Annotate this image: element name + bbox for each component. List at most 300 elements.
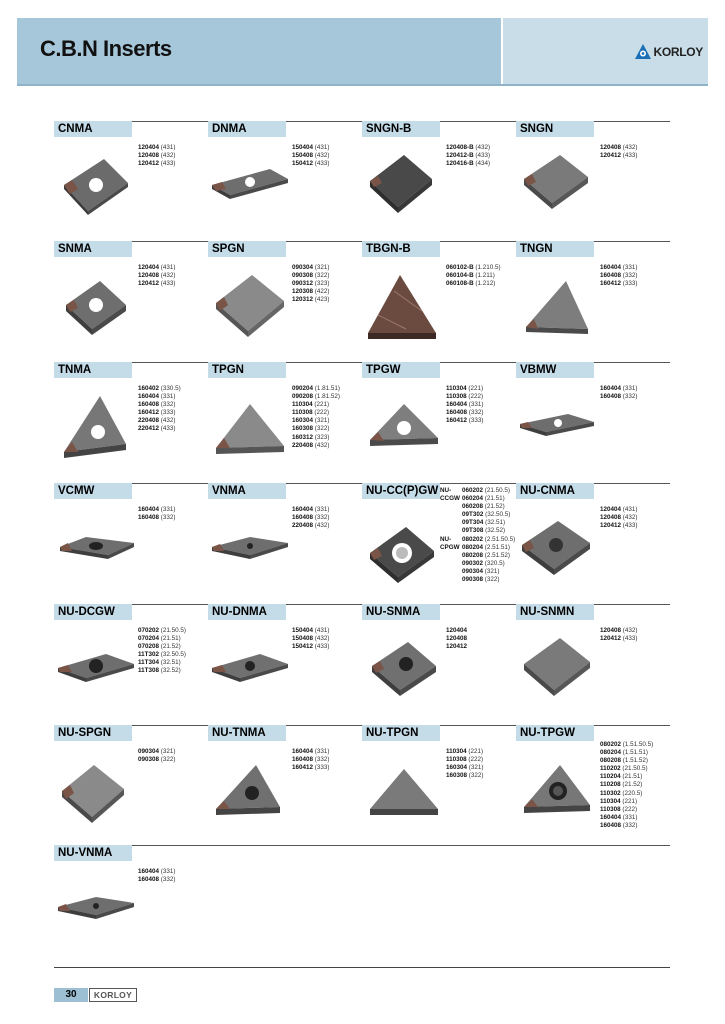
- nose-radius: (21.50.5): [620, 765, 648, 773]
- insert-code-line: [446, 627, 467, 635]
- insert-code-line: [292, 635, 329, 643]
- insert-type-label: VCMW: [54, 483, 132, 499]
- nose-radius: (432): [313, 152, 330, 160]
- insert-code: 110204: [600, 773, 621, 781]
- insert-code-line: [600, 806, 653, 814]
- brand-logo: [635, 44, 703, 59]
- nose-radius: (433): [159, 425, 176, 433]
- nose-radius: (333): [159, 409, 176, 417]
- nose-radius: (32.52): [159, 667, 181, 675]
- insert-code: 090208: [292, 393, 314, 401]
- insert-code-line: [600, 635, 637, 643]
- insert-code-list: [600, 741, 653, 830]
- insert-code-line: [440, 544, 515, 552]
- insert-code: 160408: [138, 514, 160, 522]
- insert-code-line: [138, 393, 181, 401]
- insert-card: [54, 362, 208, 480]
- insert-code: 160404: [138, 506, 160, 513]
- nose-radius: (1.210.5): [473, 264, 501, 271]
- nose-radius: (433): [621, 152, 638, 160]
- nose-radius: (321): [483, 567, 500, 575]
- insert-code: 060104-B: [446, 272, 474, 280]
- nose-radius: (1.81.52): [313, 393, 340, 401]
- insert-code: 160412: [292, 764, 314, 772]
- nose-radius: (332): [159, 401, 176, 409]
- insert-code: 160312: [292, 433, 314, 441]
- insert-card: [54, 121, 208, 239]
- insert-code: 110304: [600, 797, 621, 805]
- nose-radius: (321): [159, 748, 176, 755]
- insert-code: 160404: [600, 813, 622, 821]
- insert-code: 160402: [138, 385, 160, 392]
- insert-image: [212, 761, 284, 823]
- insert-code-list: [138, 627, 186, 676]
- nose-radius: (1.51.50.5): [621, 741, 654, 748]
- insert-code: 090308: [292, 272, 314, 280]
- insert-code: 090304: [462, 567, 484, 575]
- insert-image: [210, 650, 290, 688]
- insert-image: [56, 533, 136, 565]
- nose-radius: (322): [483, 576, 500, 584]
- insert-code: 150404: [292, 144, 314, 151]
- insert-code-line: [138, 627, 186, 635]
- insert-code: 160408: [292, 756, 314, 764]
- insert-code: 120412: [138, 280, 160, 288]
- page-title: C.B.N Inserts: [40, 36, 172, 61]
- insert-code-line: [446, 280, 501, 288]
- nose-radius: (21.51): [483, 495, 505, 503]
- nose-radius: (332): [621, 393, 638, 401]
- insert-code-list: [292, 385, 340, 450]
- insert-code-line: [600, 522, 637, 530]
- nose-radius: (333): [467, 417, 484, 425]
- insert-code: 120404: [138, 144, 160, 151]
- nose-radius: (1.51.51): [621, 749, 648, 757]
- insert-image: [368, 151, 434, 217]
- insert-code-list: [292, 264, 329, 304]
- nose-radius: (322): [313, 272, 330, 280]
- insert-code: 110308: [446, 393, 467, 401]
- insert-code-line: [138, 272, 175, 280]
- insert-code-line: [440, 511, 515, 519]
- insert-code-list: [138, 385, 181, 434]
- insert-image: [56, 650, 136, 690]
- insert-code: 120412: [446, 643, 468, 651]
- insert-image: [518, 517, 594, 579]
- nose-radius: (331): [467, 401, 484, 409]
- insert-type-label: NU-VNMA: [54, 845, 132, 861]
- insert-image: [60, 275, 128, 337]
- nose-radius: (21.52): [620, 781, 643, 789]
- insert-type-label: TPGW: [362, 362, 440, 378]
- insert-code-line: [600, 272, 637, 280]
- insert-card: [362, 241, 516, 359]
- insert-type-label: NU-CNMA: [516, 483, 594, 499]
- insert-code-line: [600, 152, 637, 160]
- insert-code-list: [600, 385, 637, 401]
- insert-code: 090312: [292, 280, 314, 288]
- insert-code: 160408: [600, 821, 622, 829]
- insert-code: 060108-B: [446, 280, 474, 288]
- nose-radius: (422): [313, 288, 330, 296]
- insert-type-label: CNMA: [54, 121, 132, 137]
- code-group-label: NU-: [440, 487, 452, 494]
- nose-radius: (332): [621, 272, 638, 280]
- nose-radius: (321): [313, 264, 330, 271]
- insert-code-line: [292, 522, 329, 530]
- insert-code-line: [446, 272, 501, 280]
- insert-code: 160404: [138, 868, 160, 875]
- insert-code-line: [446, 635, 467, 643]
- insert-code: 160408: [600, 393, 622, 401]
- insert-code-line: [292, 280, 329, 288]
- nose-radius: (321): [313, 417, 330, 425]
- insert-code-list: [138, 264, 175, 288]
- nose-radius: (2.51.50.5): [483, 535, 516, 543]
- nose-radius: (331): [621, 385, 638, 392]
- insert-code: 120404: [600, 506, 622, 513]
- insert-code: 120408: [138, 152, 160, 160]
- nose-radius: (331): [621, 813, 638, 821]
- insert-code-list: [446, 264, 501, 288]
- insert-code: 150404: [292, 627, 314, 634]
- insert-code: 160304: [292, 417, 314, 425]
- nose-radius: (222): [620, 805, 638, 813]
- insert-code: 160408: [138, 401, 160, 409]
- insert-code: 220408: [138, 417, 160, 425]
- insert-type-label: NU-SNMN: [516, 604, 594, 620]
- insert-code-line: [138, 152, 175, 160]
- insert-code: 110308: [600, 805, 621, 813]
- insert-code: 110202: [600, 765, 621, 773]
- insert-code: 110302: [600, 789, 621, 797]
- insert-code-line: [440, 487, 515, 495]
- nose-radius: (21.52): [483, 503, 505, 511]
- insert-code-line: [600, 790, 653, 798]
- insert-code-line: [600, 264, 637, 272]
- insert-code-list: [292, 506, 329, 530]
- nose-radius: (2.51.51): [483, 543, 510, 551]
- insert-code-list: [138, 506, 175, 522]
- insert-code: 09T302: [462, 511, 484, 519]
- insert-code: 160412: [446, 417, 468, 425]
- insert-code: 120408-B: [446, 144, 474, 151]
- insert-code-line: [138, 401, 181, 409]
- nose-radius: (332): [467, 409, 484, 417]
- insert-code: 090304: [138, 748, 160, 755]
- nose-radius: (21.51): [159, 635, 181, 643]
- insert-image: [366, 271, 440, 341]
- nose-radius: (432): [621, 514, 638, 522]
- insert-card: [516, 483, 670, 601]
- insert-code-list: [292, 748, 329, 772]
- insert-code: 11T304: [138, 659, 160, 667]
- nose-radius: (433): [473, 152, 491, 160]
- insert-code-line: [440, 495, 515, 503]
- insert-code-line: [600, 514, 637, 522]
- insert-code-line: [138, 868, 175, 876]
- insert-type-label: NU-DCGW: [54, 604, 132, 620]
- nose-radius: (332): [159, 876, 176, 884]
- insert-card: [516, 725, 670, 843]
- nose-radius: (21.52): [159, 643, 181, 651]
- nose-radius: (221): [466, 385, 484, 392]
- insert-code-line: [138, 659, 186, 667]
- insert-code: 080202: [600, 741, 622, 748]
- insert-code-list: [600, 144, 637, 160]
- insert-type-label: TPGN: [208, 362, 286, 378]
- nose-radius: (433): [159, 160, 176, 168]
- nose-radius: (32.51): [159, 659, 181, 667]
- insert-code-line: [138, 756, 175, 764]
- insert-card: [54, 483, 208, 601]
- nose-radius: (431): [313, 627, 330, 634]
- insert-code-line: [138, 160, 175, 168]
- insert-code-line: [600, 822, 653, 830]
- nose-radius: (332): [621, 821, 638, 829]
- insert-code-list: [138, 748, 175, 764]
- korloy-logo-icon: [635, 44, 651, 59]
- insert-code: 090308: [462, 576, 484, 584]
- nose-radius: (433): [621, 522, 638, 530]
- nose-radius: (331): [313, 506, 330, 513]
- insert-code-line: [138, 667, 186, 675]
- insert-code-line: [138, 409, 181, 417]
- code-group-label: CCGW: [440, 495, 460, 503]
- insert-type-label: NU-DNMA: [208, 604, 286, 620]
- insert-code-line: [446, 643, 467, 651]
- insert-type-label: TNGN: [516, 241, 594, 257]
- insert-code: 160408: [446, 409, 468, 417]
- header-divider: [17, 84, 708, 86]
- nose-radius: (322): [159, 756, 176, 764]
- insert-code-line: [600, 749, 653, 757]
- nose-radius: (222): [312, 409, 330, 417]
- nose-radius: (332): [159, 514, 176, 522]
- insert-code: 120408: [600, 514, 622, 522]
- insert-type-label: SNMA: [54, 241, 132, 257]
- insert-code-line: [138, 643, 186, 651]
- insert-card: [362, 604, 516, 722]
- nose-radius: (32.50.5): [483, 511, 511, 519]
- insert-code: 120416-B: [446, 160, 474, 168]
- insert-code: 110304: [292, 401, 313, 409]
- insert-code: 160404: [292, 506, 314, 513]
- nose-radius: (433): [621, 635, 638, 643]
- insert-card: [208, 725, 362, 843]
- insert-code-line: [292, 393, 340, 401]
- insert-type-label: SNGN: [516, 121, 594, 137]
- nose-radius: (432): [621, 627, 638, 634]
- insert-code: 160408: [600, 272, 622, 280]
- insert-code-line: [440, 527, 515, 535]
- insert-card: [54, 725, 208, 843]
- nose-radius: (432): [313, 441, 330, 449]
- insert-code-line: [600, 393, 637, 401]
- insert-code: 120412: [600, 522, 622, 530]
- insert-code: 150408: [292, 635, 314, 643]
- insert-code-line: [446, 772, 483, 780]
- insert-code: 160404: [446, 401, 468, 409]
- insert-code: 120308: [292, 288, 314, 296]
- insert-code-line: [600, 144, 637, 152]
- insert-code-line: [440, 519, 515, 527]
- nose-radius: (1.212): [473, 280, 496, 288]
- insert-code-line: [292, 627, 329, 635]
- insert-code: 120408: [446, 635, 468, 643]
- insert-code-list: [440, 487, 515, 584]
- insert-image: [368, 638, 438, 702]
- nose-radius: (333): [621, 280, 638, 288]
- insert-code: 11T308: [138, 667, 160, 675]
- nose-radius: (433): [313, 160, 330, 168]
- insert-image: [212, 400, 288, 462]
- insert-card: [516, 604, 670, 722]
- insert-code-line: [292, 409, 340, 417]
- insert-code-line: [138, 144, 175, 152]
- insert-type-label: NU-TPGW: [516, 725, 594, 741]
- insert-code: 120408: [600, 144, 622, 151]
- nose-radius: (221): [620, 797, 638, 805]
- nose-radius: (333): [313, 764, 330, 772]
- nose-radius: (432): [473, 144, 491, 151]
- insert-code-line: [292, 425, 340, 433]
- insert-code: 120408: [600, 627, 622, 634]
- insert-code: 080202: [462, 535, 484, 543]
- insert-image: [58, 155, 130, 215]
- nose-radius: (432): [159, 272, 176, 280]
- nose-radius: (431): [313, 144, 330, 151]
- insert-code: 080208: [600, 757, 622, 765]
- insert-card: [362, 121, 516, 239]
- insert-code: 160308: [292, 425, 314, 433]
- insert-code-line: [440, 568, 515, 576]
- insert-type-label: TBGN-B: [362, 241, 440, 257]
- insert-code-line: [446, 393, 483, 401]
- insert-code: 160304: [446, 764, 468, 772]
- insert-code-line: [600, 741, 653, 749]
- insert-code-line: [600, 773, 653, 781]
- insert-type-label: SNGN-B: [362, 121, 440, 137]
- insert-code-line: [138, 506, 175, 514]
- insert-code-line: [138, 651, 186, 659]
- nose-radius: (331): [159, 868, 176, 875]
- nose-radius: (331): [313, 748, 330, 755]
- insert-card: [208, 121, 362, 239]
- insert-code-line: [138, 280, 175, 288]
- nose-radius: (220.5): [620, 789, 643, 797]
- insert-image: [210, 165, 288, 201]
- insert-type-label: NU-SNMA: [362, 604, 440, 620]
- insert-card: [208, 604, 362, 722]
- insert-code-line: [292, 160, 329, 168]
- insert-code-line: [446, 401, 483, 409]
- footer-divider: [54, 967, 670, 968]
- insert-card: [54, 845, 208, 963]
- insert-code: 120412-B: [446, 152, 474, 160]
- insert-image: [56, 893, 136, 925]
- insert-code-line: [446, 160, 490, 168]
- insert-code-list: [138, 144, 175, 168]
- nose-radius: (332): [313, 514, 330, 522]
- insert-code-list: [446, 144, 490, 168]
- insert-code-line: [292, 442, 340, 450]
- insert-code-list: [138, 868, 175, 884]
- insert-card: [362, 725, 516, 843]
- nose-radius: (331): [159, 393, 176, 401]
- nose-radius: (330.5): [159, 385, 181, 392]
- insert-type-label: VNMA: [208, 483, 286, 499]
- insert-code: 090204: [292, 385, 314, 392]
- insert-code: 120412: [138, 160, 160, 168]
- insert-code-list: [446, 385, 483, 425]
- insert-type-label: VBMW: [516, 362, 594, 378]
- nose-radius: (431): [621, 506, 638, 513]
- insert-code: 060208: [462, 503, 484, 511]
- insert-image: [520, 634, 592, 700]
- insert-code: 160408: [138, 876, 160, 884]
- insert-code: 070202: [138, 627, 160, 634]
- insert-code-list: [446, 627, 467, 651]
- insert-code-line: [600, 765, 653, 773]
- insert-code-line: [600, 814, 653, 822]
- nose-radius: (433): [313, 643, 330, 651]
- insert-card: [362, 362, 516, 480]
- nose-radius: (32.50.5): [159, 651, 186, 659]
- nose-radius: (434): [473, 160, 491, 168]
- insert-code: 070208: [138, 643, 160, 651]
- insert-code: 120412: [600, 152, 622, 160]
- nose-radius: (221): [312, 401, 330, 409]
- insert-code: 160404: [138, 393, 160, 401]
- insert-image: [520, 761, 594, 821]
- code-group-label: CPGW: [440, 543, 460, 551]
- insert-code-line: [446, 385, 483, 393]
- insert-code-list: [600, 264, 637, 288]
- insert-image: [366, 400, 442, 456]
- insert-code: 150412: [292, 160, 314, 168]
- insert-code-line: [138, 876, 175, 884]
- insert-image: [520, 151, 590, 217]
- insert-code-line: [440, 503, 515, 511]
- insert-code: 120412: [600, 635, 622, 643]
- nose-radius: (21.50.5): [483, 487, 510, 494]
- insert-code-line: [292, 506, 329, 514]
- nose-radius: (32.51): [483, 519, 506, 527]
- insert-image: [210, 533, 290, 563]
- insert-code-line: [446, 756, 483, 764]
- insert-card: [362, 483, 516, 601]
- insert-code: 160404: [292, 748, 314, 755]
- insert-code-line: [600, 506, 637, 514]
- insert-code-line: [292, 401, 340, 409]
- nose-radius: (222): [466, 756, 484, 764]
- insert-code-line: [446, 417, 483, 425]
- nose-radius: (221): [466, 748, 484, 755]
- insert-code: 120408: [138, 272, 160, 280]
- insert-code-line: [600, 781, 653, 789]
- insert-code-line: [292, 296, 329, 304]
- insert-card: [516, 362, 670, 480]
- insert-code-line: [292, 756, 329, 764]
- footer-logo: KORLOY: [89, 988, 137, 1002]
- nose-radius: (432): [313, 522, 330, 530]
- insert-image: [58, 761, 128, 825]
- nose-radius: (321): [467, 764, 484, 772]
- insert-code-list: [600, 627, 637, 643]
- insert-code: 090302: [462, 559, 484, 567]
- insert-card: [208, 362, 362, 480]
